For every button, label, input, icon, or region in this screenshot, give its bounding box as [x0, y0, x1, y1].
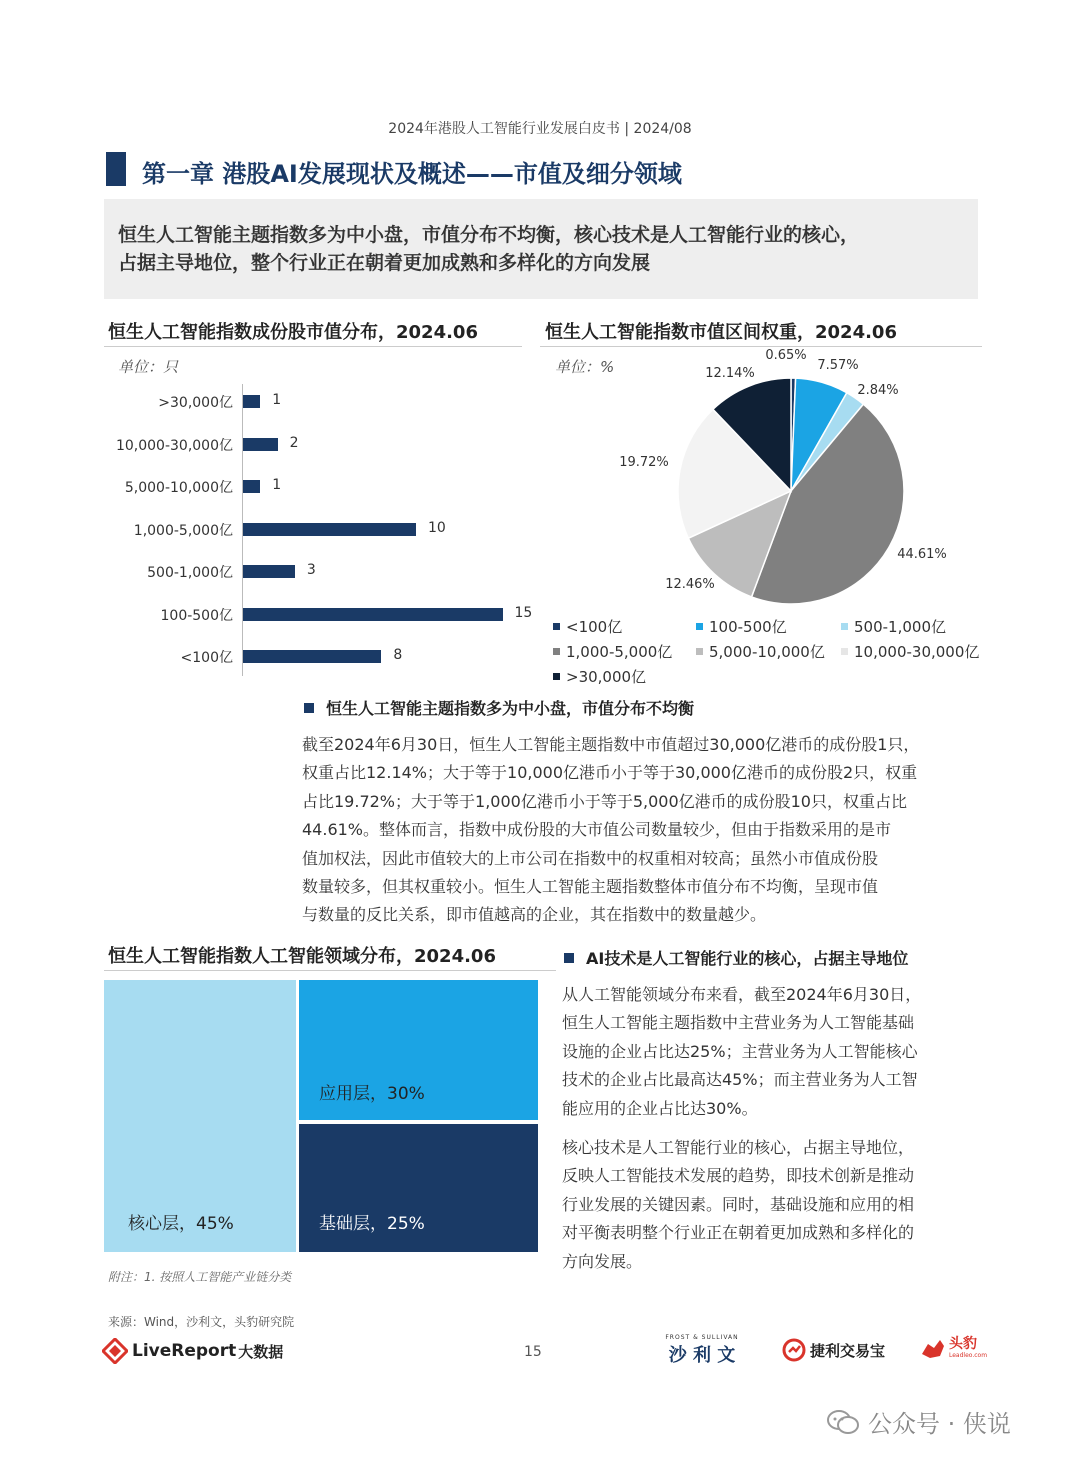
bar-chart-unit: 单位：只: [118, 358, 179, 376]
legend-swatch: [841, 623, 848, 630]
legend-label: 100-500亿: [709, 618, 787, 636]
section2-line: 能应用的企业占比达30%。: [562, 1098, 758, 1118]
bar-category-label: 100-500亿: [160, 607, 233, 624]
treemap-label-core: 核心层，45%: [128, 1214, 234, 1234]
livereport-logo-text: LiveReport: [132, 1341, 237, 1361]
legend-item: [553, 616, 622, 637]
bar-category-label: 500-1,000亿: [147, 565, 233, 581]
section1-line: 权重占比12.14%；大于等于10,000亿港币小于等于30,000亿港币的成份股2只，权重: [302, 763, 918, 783]
bar-mark: [243, 395, 260, 408]
page-number: 15: [524, 1344, 542, 1360]
section2-heading: [564, 946, 908, 969]
pie-slice-label: 12.46%: [665, 577, 715, 592]
legend-item: [553, 666, 646, 687]
bar-category-label: <100亿: [180, 650, 233, 666]
legend-swatch: [696, 648, 703, 655]
treemap-title: 恒生人工智能指数人工智能领域分布，2024.06: [108, 946, 496, 967]
livereport-logo-suffix: 大数据: [238, 1342, 284, 1361]
logo-frost-sullivan: [650, 1334, 754, 1367]
bar-value-label: 3: [306, 562, 316, 578]
section2-line: 恒生人工智能主题指数中主营业务为人工智能基础: [562, 1013, 915, 1033]
watermark-text: 公众号 · 侠说: [868, 1410, 1011, 1438]
toubao-logo-sub: Leadleo.com: [949, 1352, 988, 1359]
section2-line: 设施的企业占比达25%；主营业务为人工智能核心: [562, 1041, 918, 1061]
legend-item: [696, 616, 787, 637]
section-bullet-icon: [304, 703, 314, 713]
section1-line: 截至2024年6月30日，恒生人工智能主题指数中市值超过30,000亿港币的成份股1只，: [302, 735, 920, 754]
summary-line: 占据主导地位，整个行业正在朝着更加成熟和多样化的方向发展: [118, 252, 651, 274]
treemap-label-app: 应用层，30%: [319, 1084, 425, 1104]
summary-line: 恒生人工智能主题指数多为中小盘，市值分布不均衡，核心技术是人工智能行业的核心，: [118, 224, 860, 246]
pie-chart-title: 恒生人工智能指数市值区间权重，2024.06: [545, 322, 897, 343]
bar-value-label: 1: [272, 392, 282, 408]
pie-chart-unit: 单位：%: [555, 358, 615, 376]
treemap-label-base: 基础层，25%: [319, 1214, 425, 1234]
legend-item: [696, 641, 825, 662]
section2-line: 方向发展。: [562, 1251, 643, 1271]
section-bullet-icon: [564, 953, 574, 963]
section2-line: 从人工智能领域分布来看，截至2024年6月30日，: [562, 985, 922, 1004]
bar-mark: [243, 480, 260, 493]
jieli-logo-icon: [782, 1338, 806, 1362]
section2-line: 核心技术是人工智能行业的核心，占据主导地位，: [562, 1138, 915, 1157]
logo-toubao: [920, 1336, 987, 1360]
section1-heading: [304, 696, 694, 719]
legend-swatch: [696, 623, 703, 630]
toubao-logo-text: 头豹: [949, 1336, 977, 1352]
section1-line: 与数量的反比关系，即市值越高的企业，其在指数中的数量越少。: [302, 905, 767, 925]
treemap-note: 附注：1. 按照人工智能产业链分类: [108, 1270, 292, 1284]
bar-value-label: 1: [272, 477, 282, 493]
page-header-title: 2024年港股人工智能行业发展白皮书 | 2024/08: [388, 121, 692, 137]
watermark: [826, 1404, 1011, 1439]
legend-label: 500-1,000亿: [854, 618, 946, 636]
section1-paragraph: [302, 731, 919, 930]
legend-swatch: [841, 648, 848, 655]
pie-slice-label: 0.65%: [765, 348, 807, 363]
logo-livereport: [102, 1338, 283, 1364]
legend-label: 10,000-30,000亿: [854, 643, 980, 661]
treemap-cell-core: [104, 980, 296, 1252]
livereport-logo-icon: [102, 1338, 128, 1364]
bar-category-label: 10,000-30,000亿: [115, 437, 233, 454]
pie-legend: [553, 616, 983, 688]
section1-line: 数量较多，但其权重较小。恒生人工智能主题指数整体市值分布不均衡，呈现市值: [302, 877, 879, 897]
bar-chart: [0, 0, 540, 700]
wechat-icon: [826, 1408, 860, 1436]
legend-item: [553, 641, 672, 662]
section2-paragraph-2: [562, 1134, 914, 1276]
treemap-cell-app: [299, 980, 538, 1120]
legend-swatch: [553, 648, 560, 655]
frost-logo-top: FROST & SULLIVAN: [665, 1334, 739, 1341]
section2-line: 对平衡表明整个行业正在朝着更加成熟和多样化的: [562, 1223, 915, 1243]
bar-mark: [243, 523, 416, 536]
section2-heading-text: AI技术是人工智能行业的核心，占据主导地位: [586, 949, 909, 968]
treemap-cell-base: [299, 1124, 538, 1252]
section2-paragraph-1: [562, 981, 921, 1123]
legend-label: 1,000-5,000亿: [566, 643, 673, 661]
frost-logo-text: 沙 利 文: [668, 1345, 736, 1366]
section2-line: 反映人工智能技术发展的趋势，即技术创新是推动: [562, 1166, 915, 1186]
bar-value-label: 8: [393, 647, 403, 663]
legend-item: [841, 641, 979, 662]
pie-slice-label: 2.84%: [857, 383, 899, 398]
jieli-logo-text: 捷利交易宝: [810, 1341, 886, 1360]
pie-slice-label: 44.61%: [897, 547, 947, 562]
section1-heading-text: 恒生人工智能主题指数多为中小盘，市值分布不均衡: [326, 699, 695, 718]
section1-line: 值加权法，因此市值较大的上市公司在指数中的权重相对较高；虽然小市值成份股: [302, 848, 879, 868]
bar-value-label: 10: [428, 519, 446, 536]
bar-mark: [243, 565, 295, 578]
bar-category-label: 1,000-5,000亿: [133, 522, 233, 539]
legend-label: <100亿: [566, 618, 623, 636]
bar-category-label: 5,000-10,000亿: [124, 480, 233, 496]
pie-chart: [600, 340, 980, 620]
source-note: 来源：Wind，沙利文，头豹研究院: [108, 1315, 295, 1329]
section2-line: 行业发展的关键因素。同时，基础设施和应用的相: [562, 1194, 915, 1214]
toubao-logo-icon: [920, 1336, 946, 1360]
section1-line: 占比19.72%；大于等于1,000亿港币小于等于5,000亿港币的成份股10只，权重占比: [302, 791, 907, 811]
bar-mark: [243, 438, 278, 451]
chapter-title: 第一章 港股AI发展现状及概述——市值及细分领域: [142, 160, 682, 188]
logo-jieli: [782, 1338, 885, 1362]
section2-line: 技术的企业占比最高达45%；而主营业务为人工智: [562, 1070, 918, 1090]
bar-category-label: >30,000亿: [158, 395, 233, 411]
treemap-title-rule: [104, 970, 556, 971]
pie-slice-label: 12.14%: [705, 366, 755, 381]
treemap: [104, 980, 538, 1252]
legend-swatch: [553, 673, 560, 680]
legend-swatch: [553, 623, 560, 630]
bar-chart-title: 恒生人工智能指数成份股市值分布，2024.06: [108, 322, 478, 343]
legend-label: >30,000亿: [566, 668, 647, 686]
bar-value-label: 2: [289, 434, 299, 451]
pie-slice-label: 7.57%: [817, 358, 859, 373]
bar-mark: [243, 650, 381, 663]
legend-label: 5,000-10,000亿: [709, 643, 825, 661]
section1-line: 44.61%。整体而言，指数中成份股的大市值公司数量较少，但由于指数采用的是市: [302, 820, 892, 840]
pie-slice-label: 19.72%: [619, 455, 669, 470]
bar-value-label: 15: [514, 604, 533, 621]
legend-item: [841, 616, 946, 637]
bar-mark: [243, 608, 503, 621]
